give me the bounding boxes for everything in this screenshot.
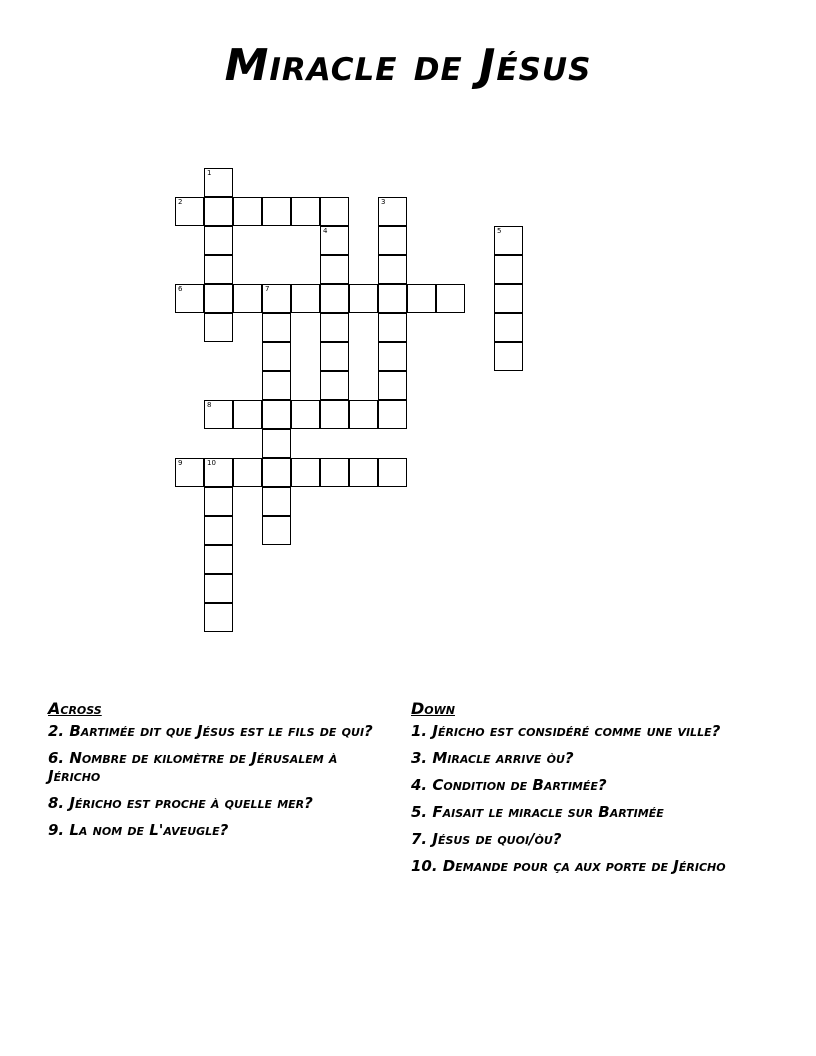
clue-number: 3	[381, 198, 386, 206]
grid-cell[interactable]	[175, 458, 204, 487]
down-clues	[411, 700, 751, 884]
grid-cell[interactable]	[320, 197, 349, 226]
grid-cell[interactable]	[320, 400, 349, 429]
grid-cell[interactable]	[494, 284, 523, 313]
grid-cell[interactable]	[378, 313, 407, 342]
grid-cell[interactable]	[378, 458, 407, 487]
grid-cell[interactable]	[378, 400, 407, 429]
grid-cell[interactable]	[204, 400, 233, 429]
grid-cell[interactable]	[407, 284, 436, 313]
across-clue-9: 9. La nom de L'aveugle?	[48, 821, 229, 839]
page-title: Miracle de Jésus	[224, 40, 592, 91]
grid-cell[interactable]	[349, 458, 378, 487]
clue-number: 9	[178, 459, 183, 467]
down-clue-4: 4. Condition de Bartimée?	[411, 776, 607, 794]
grid-cell[interactable]	[320, 226, 349, 255]
grid-cell[interactable]	[291, 458, 320, 487]
clue-number: 7	[265, 285, 270, 293]
grid-cell[interactable]	[204, 168, 233, 197]
grid-cell[interactable]	[262, 284, 291, 313]
clue-number: 2	[178, 198, 183, 206]
grid-cell[interactable]	[378, 371, 407, 400]
grid-cell[interactable]	[204, 574, 233, 603]
across-clue-6: 6. Nombre de kilomètre de Jérusalem à Jéricho	[48, 749, 338, 785]
grid-cell[interactable]	[378, 342, 407, 371]
down-clue-1: 1. Jéricho est considéré comme une ville?	[411, 722, 721, 740]
grid-cell[interactable]	[204, 284, 233, 313]
grid-cell[interactable]	[378, 226, 407, 255]
clue-number: 4	[323, 227, 328, 235]
grid-cell[interactable]	[204, 226, 233, 255]
across-heading: Across	[48, 699, 102, 718]
grid-cell[interactable]	[320, 458, 349, 487]
grid-cell[interactable]	[291, 197, 320, 226]
grid-cell[interactable]	[204, 313, 233, 342]
across-clue-2: 2. Bartimée dit que Jésus est le fils de qui?	[48, 722, 373, 740]
grid-cell[interactable]	[349, 400, 378, 429]
grid-cell[interactable]	[262, 313, 291, 342]
grid-cell[interactable]	[262, 516, 291, 545]
grid-cell[interactable]	[262, 487, 291, 516]
across-clues	[48, 700, 378, 848]
grid-cell[interactable]	[233, 458, 262, 487]
grid-cell[interactable]	[175, 284, 204, 313]
down-clue-5: 5. Faisait le miracle sur Bartimée	[411, 803, 664, 821]
down-clue-7: 7. Jésus de quoi/òu?	[411, 830, 562, 848]
grid-cell[interactable]	[262, 342, 291, 371]
grid-cell[interactable]	[320, 371, 349, 400]
grid-cell[interactable]	[291, 284, 320, 313]
down-heading: Down	[411, 699, 455, 718]
clue-number: 10	[207, 459, 216, 467]
clue-number: 1	[207, 169, 212, 177]
grid-cell[interactable]	[320, 342, 349, 371]
grid-cell[interactable]	[262, 400, 291, 429]
grid-cell[interactable]	[204, 516, 233, 545]
grid-cell[interactable]	[233, 284, 262, 313]
clue-number: 6	[178, 285, 183, 293]
across-clue-8: 8. Jéricho est proche à quelle mer?	[48, 794, 313, 812]
grid-cell[interactable]	[494, 226, 523, 255]
grid-cell[interactable]	[204, 603, 233, 632]
grid-cell[interactable]	[494, 342, 523, 371]
grid-cell[interactable]	[349, 284, 378, 313]
grid-cell[interactable]	[204, 487, 233, 516]
grid-cell[interactable]	[378, 255, 407, 284]
grid-cell[interactable]	[204, 545, 233, 574]
grid-cell[interactable]	[262, 371, 291, 400]
grid-cell[interactable]	[494, 313, 523, 342]
down-clue-10: 10. Demande pour ça aux porte de Jéricho	[411, 857, 726, 875]
grid-cell[interactable]	[378, 284, 407, 313]
grid-cell[interactable]	[320, 313, 349, 342]
clue-number: 5	[497, 227, 502, 235]
grid-cell[interactable]	[320, 255, 349, 284]
grid-cell[interactable]	[262, 458, 291, 487]
grid-cell[interactable]	[320, 284, 349, 313]
grid-cell[interactable]	[233, 197, 262, 226]
grid-cell[interactable]	[262, 429, 291, 458]
down-clue-3: 3. Miracle arrive òu?	[411, 749, 574, 767]
grid-cell[interactable]	[494, 255, 523, 284]
grid-cell[interactable]	[204, 458, 233, 487]
grid-cell[interactable]	[175, 197, 204, 226]
grid-cell[interactable]	[262, 197, 291, 226]
grid-cell[interactable]	[378, 197, 407, 226]
clue-number: 8	[207, 401, 212, 409]
grid-cell[interactable]	[233, 400, 262, 429]
grid-cell[interactable]	[204, 255, 233, 284]
grid-cell[interactable]	[204, 197, 233, 226]
grid-cell[interactable]	[291, 400, 320, 429]
grid-cell[interactable]	[436, 284, 465, 313]
